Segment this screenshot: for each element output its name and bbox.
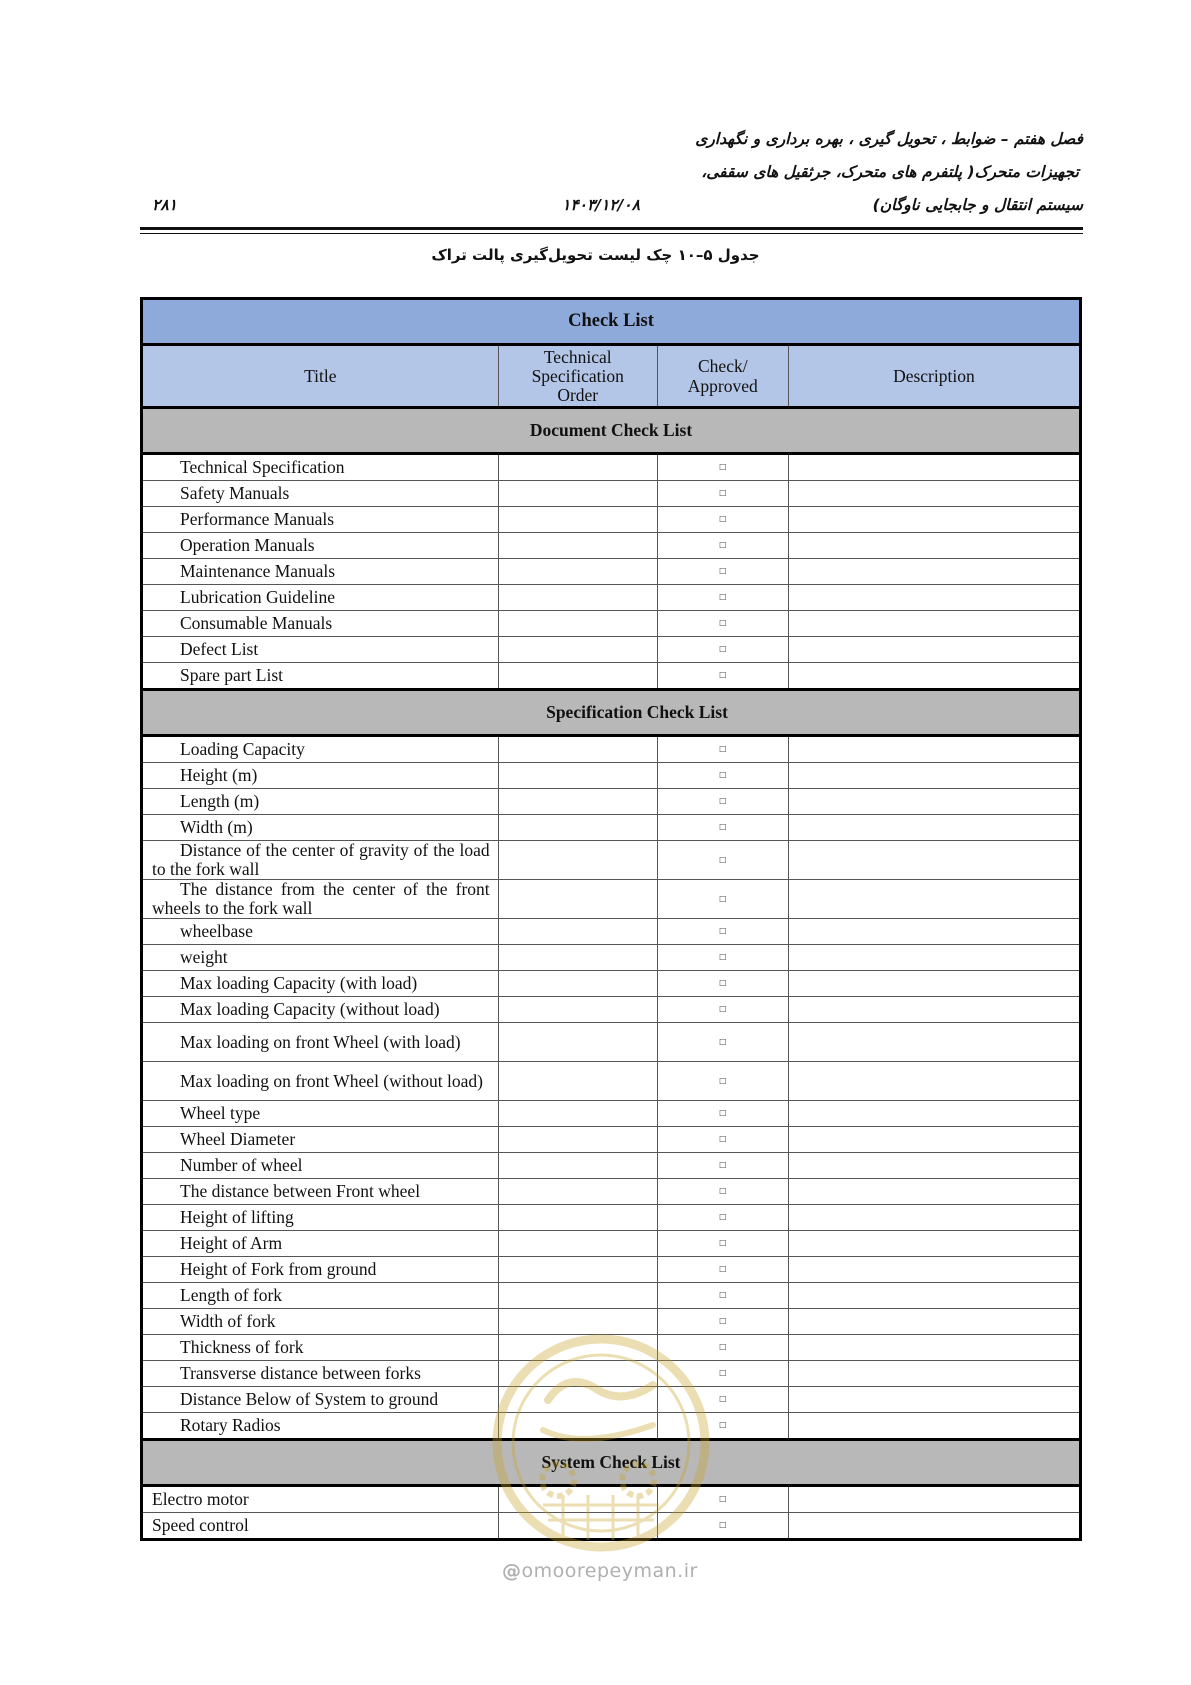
item-title: Height of lifting (142, 1205, 499, 1231)
description-cell[interactable] (788, 880, 1080, 919)
description-cell[interactable] (788, 481, 1080, 507)
header-subject-line-2: سیستم انتقال و جابجایی ناوگان) (872, 196, 1083, 214)
table-row (142, 945, 1081, 971)
approve-checkbox[interactable]: □ (657, 880, 788, 919)
table-row (142, 1513, 1081, 1540)
approve-checkbox[interactable]: □ (657, 1153, 788, 1179)
approve-checkbox[interactable]: □ (657, 1335, 788, 1361)
spec-order-cell[interactable] (498, 1205, 657, 1231)
approve-checkbox[interactable]: □ (657, 763, 788, 789)
description-cell[interactable] (788, 1513, 1080, 1540)
approve-checkbox[interactable]: □ (657, 1413, 788, 1440)
description-cell[interactable] (788, 663, 1080, 690)
table-row (142, 919, 1081, 945)
description-cell[interactable] (788, 736, 1080, 763)
approve-checkbox[interactable]: □ (657, 815, 788, 841)
item-title: Lubrication Guideline (142, 585, 499, 611)
column-header-spec-order: Technical Specification Order (498, 345, 657, 408)
spec-order-cell[interactable] (498, 789, 657, 815)
section-header-row (142, 408, 1081, 454)
item-title: Length of fork (142, 1283, 499, 1309)
item-title: Performance Manuals (142, 507, 499, 533)
item-title: Distance of the center of gravity of the load to the fork wall (142, 841, 499, 880)
approve-checkbox[interactable]: □ (657, 997, 788, 1023)
spec-order-cell[interactable] (498, 763, 657, 789)
table-title-row (142, 299, 1081, 345)
description-cell[interactable] (788, 1101, 1080, 1127)
header-chapter-line: فصل هفتم – ضوابط ، تحویل گیری ، بهره برداری و نگهداری (695, 130, 1083, 148)
table-row (142, 533, 1081, 559)
spec-order-cell[interactable] (498, 1127, 657, 1153)
description-cell[interactable] (788, 841, 1080, 880)
approve-checkbox[interactable]: □ (657, 1179, 788, 1205)
table-row (142, 1257, 1081, 1283)
description-cell[interactable] (788, 945, 1080, 971)
spec-order-cell[interactable] (498, 611, 657, 637)
item-title: Loading Capacity (142, 736, 499, 763)
approve-checkbox[interactable]: □ (657, 1387, 788, 1413)
approve-checkbox[interactable]: □ (657, 663, 788, 690)
approve-checkbox[interactable]: □ (657, 841, 788, 880)
column-header-check: Check/ Approved (657, 345, 788, 408)
approve-checkbox[interactable]: □ (657, 1062, 788, 1101)
approve-checkbox[interactable]: □ (657, 481, 788, 507)
table-row (142, 1101, 1081, 1127)
section-header-row (142, 690, 1081, 736)
approve-checkbox[interactable]: □ (657, 736, 788, 763)
spec-order-cell[interactable] (498, 945, 657, 971)
column-header-title: Title (142, 345, 499, 408)
spec-order-cell[interactable] (498, 1257, 657, 1283)
item-title: Number of wheel (142, 1153, 499, 1179)
item-title: Width (m) (142, 815, 499, 841)
table-row (142, 997, 1081, 1023)
spec-order-cell[interactable] (498, 1486, 657, 1513)
approve-checkbox[interactable]: □ (657, 1127, 788, 1153)
table-row (142, 559, 1081, 585)
table-row (142, 880, 1081, 919)
item-title: Electro motor (142, 1486, 499, 1513)
column-header-description: Description (788, 345, 1080, 408)
header-date: ۱۴۰۳/۱۲/۰۸ (562, 196, 640, 214)
page-number: ۲۸۱ (152, 196, 177, 214)
description-cell[interactable] (788, 454, 1080, 481)
table-row (142, 611, 1081, 637)
description-cell[interactable] (788, 789, 1080, 815)
spec-order-cell[interactable] (498, 880, 657, 919)
table-row (142, 585, 1081, 611)
approve-checkbox[interactable]: □ (657, 1361, 788, 1387)
description-cell[interactable] (788, 763, 1080, 789)
description-cell[interactable] (788, 1062, 1080, 1101)
table-row (142, 789, 1081, 815)
section-title: Document Check List (142, 408, 1081, 454)
description-cell[interactable] (788, 637, 1080, 663)
table-caption: جدول ۵–۱۰ چک لیست تحویل‌گیری پالت تراک (431, 246, 760, 264)
table-row (142, 637, 1081, 663)
table-row (142, 763, 1081, 789)
description-cell[interactable] (788, 507, 1080, 533)
approve-checkbox[interactable]: □ (657, 1205, 788, 1231)
description-cell[interactable] (788, 919, 1080, 945)
item-title: Distance Below of System to ground (142, 1387, 499, 1413)
approve-checkbox[interactable]: □ (657, 637, 788, 663)
table-row (142, 815, 1081, 841)
item-title: Max loading on front Wheel (with load) (142, 1023, 499, 1062)
description-cell[interactable] (788, 971, 1080, 997)
description-cell[interactable] (788, 1257, 1080, 1283)
spec-order-cell[interactable] (498, 454, 657, 481)
item-title: wheelbase (142, 919, 499, 945)
description-cell[interactable] (788, 1335, 1080, 1361)
table-row (142, 841, 1081, 880)
description-cell[interactable] (788, 1413, 1080, 1440)
description-cell[interactable] (788, 1153, 1080, 1179)
approve-checkbox[interactable]: □ (657, 1309, 788, 1335)
spec-order-cell[interactable] (498, 1179, 657, 1205)
header-rule-thin (140, 233, 1083, 234)
description-cell[interactable] (788, 815, 1080, 841)
description-cell[interactable] (788, 1361, 1080, 1387)
description-cell[interactable] (788, 1205, 1080, 1231)
spec-order-cell[interactable] (498, 997, 657, 1023)
table-row (142, 1309, 1081, 1335)
approve-checkbox[interactable]: □ (657, 611, 788, 637)
spec-order-cell[interactable] (498, 481, 657, 507)
table-row (142, 971, 1081, 997)
approve-checkbox[interactable]: □ (657, 507, 788, 533)
item-title: Height (m) (142, 763, 499, 789)
approve-checkbox[interactable]: □ (657, 1283, 788, 1309)
table-row (142, 1335, 1081, 1361)
spec-order-cell[interactable] (498, 736, 657, 763)
approve-checkbox[interactable]: □ (657, 454, 788, 481)
section-title: Specification Check List (142, 690, 1081, 736)
item-title: Technical Specification (142, 454, 499, 481)
spec-order-cell[interactable] (498, 1231, 657, 1257)
spec-order-cell[interactable] (498, 637, 657, 663)
approve-checkbox[interactable]: □ (657, 1101, 788, 1127)
description-cell[interactable] (788, 1283, 1080, 1309)
description-cell[interactable] (788, 1309, 1080, 1335)
item-title: Transverse distance between forks (142, 1361, 499, 1387)
table-row (142, 1231, 1081, 1257)
spec-order-cell[interactable] (498, 559, 657, 585)
item-title: Speed control (142, 1513, 499, 1540)
spec-order-cell[interactable] (498, 1413, 657, 1440)
item-title: Wheel type (142, 1101, 499, 1127)
table-row (142, 1413, 1081, 1440)
column-header-row (142, 345, 1081, 408)
item-title: Height of Arm (142, 1231, 499, 1257)
table-row (142, 736, 1081, 763)
description-cell[interactable] (788, 1023, 1080, 1062)
item-title: Rotary Radios (142, 1413, 499, 1440)
section-title: System Check List (142, 1440, 1081, 1486)
spec-order-cell[interactable] (498, 1387, 657, 1413)
header-subject-line: تجهیزات متحرک( پلتفرم های متحرک، جرثقیل های سقفی، (701, 163, 1079, 181)
item-title: The distance between Front wheel (142, 1179, 499, 1205)
table-row (142, 454, 1081, 481)
description-cell[interactable] (788, 533, 1080, 559)
table-row (142, 1361, 1081, 1387)
approve-checkbox[interactable]: □ (657, 585, 788, 611)
table-title: Check List (142, 299, 1081, 345)
approve-checkbox[interactable]: □ (657, 1257, 788, 1283)
spec-order-cell[interactable] (498, 815, 657, 841)
table-row (142, 1062, 1081, 1101)
spec-order-cell[interactable] (498, 1361, 657, 1387)
description-cell[interactable] (788, 997, 1080, 1023)
spec-order-cell[interactable] (498, 1283, 657, 1309)
item-title: Consumable Manuals (142, 611, 499, 637)
approve-checkbox[interactable]: □ (657, 559, 788, 585)
item-title: The distance from the center of the front wheels to the fork wall (142, 880, 499, 919)
table-row (142, 663, 1081, 690)
description-cell[interactable] (788, 1387, 1080, 1413)
table-row (142, 1486, 1081, 1513)
table-row (142, 1153, 1081, 1179)
spec-order-cell[interactable] (498, 533, 657, 559)
item-title: Max loading Capacity (without load) (142, 997, 499, 1023)
table-row (142, 1387, 1081, 1413)
spec-order-cell[interactable] (498, 507, 657, 533)
item-title: Defect List (142, 637, 499, 663)
item-title: Width of fork (142, 1309, 499, 1335)
spec-order-cell[interactable] (498, 1513, 657, 1540)
approve-checkbox[interactable]: □ (657, 1513, 788, 1540)
description-cell[interactable] (788, 585, 1080, 611)
table-row (142, 1127, 1081, 1153)
header-rule-thick (140, 227, 1083, 230)
item-title: Operation Manuals (142, 533, 499, 559)
description-cell[interactable] (788, 559, 1080, 585)
spec-order-cell[interactable] (498, 1023, 657, 1062)
item-title: Maintenance Manuals (142, 559, 499, 585)
spec-order-cell[interactable] (498, 919, 657, 945)
approve-checkbox[interactable]: □ (657, 1486, 788, 1513)
table-row (142, 481, 1081, 507)
item-title: Max loading on front Wheel (without load) (142, 1062, 499, 1101)
description-cell[interactable] (788, 1231, 1080, 1257)
spec-order-cell[interactable] (498, 1309, 657, 1335)
description-cell[interactable] (788, 1127, 1080, 1153)
spec-order-cell[interactable] (498, 1335, 657, 1361)
item-title: Spare part List (142, 663, 499, 690)
approve-checkbox[interactable]: □ (657, 1023, 788, 1062)
spec-order-cell[interactable] (498, 1153, 657, 1179)
spec-order-cell[interactable] (498, 585, 657, 611)
approve-checkbox[interactable]: □ (657, 945, 788, 971)
description-cell[interactable] (788, 1179, 1080, 1205)
item-title: Height of Fork from ground (142, 1257, 499, 1283)
item-title: Length (m) (142, 789, 499, 815)
spec-order-cell[interactable] (498, 1062, 657, 1101)
approve-checkbox[interactable]: □ (657, 919, 788, 945)
item-title: Max loading Capacity (with load) (142, 971, 499, 997)
table-row (142, 507, 1081, 533)
spec-order-cell[interactable] (498, 1101, 657, 1127)
approve-checkbox[interactable]: □ (657, 971, 788, 997)
table-row (142, 1179, 1081, 1205)
spec-order-cell[interactable] (498, 971, 657, 997)
item-title: Thickness of fork (142, 1335, 499, 1361)
spec-order-cell[interactable] (498, 841, 657, 880)
item-title: Safety Manuals (142, 481, 499, 507)
description-cell[interactable] (788, 1486, 1080, 1513)
spec-order-cell[interactable] (498, 663, 657, 690)
table-row (142, 1023, 1081, 1062)
approve-checkbox[interactable]: □ (657, 533, 788, 559)
item-title: Wheel Diameter (142, 1127, 499, 1153)
table-row (142, 1205, 1081, 1231)
approve-checkbox[interactable]: □ (657, 1231, 788, 1257)
approve-checkbox[interactable]: □ (657, 789, 788, 815)
description-cell[interactable] (788, 611, 1080, 637)
watermark-site: @omoorepeyman.ir (502, 1560, 698, 1582)
checklist-table (140, 297, 1082, 1541)
item-title: weight (142, 945, 499, 971)
table-row (142, 1283, 1081, 1309)
section-header-row (142, 1440, 1081, 1486)
